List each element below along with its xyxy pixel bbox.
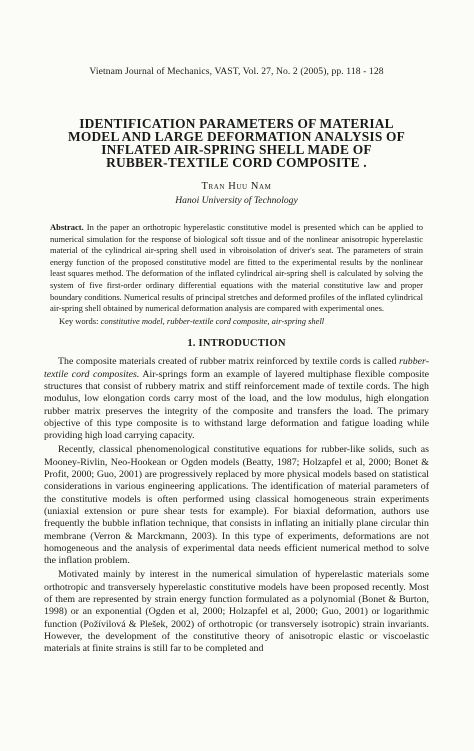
author-name: Tran Huu Nam (201, 181, 272, 192)
paper-title (44, 117, 429, 169)
keywords-label: Key words: (59, 315, 99, 326)
section-heading: 1. INTRODUCTION (187, 338, 286, 350)
paragraph-text: Air-springs form an example of layered multiphase flexible composite structures that consist of rubbery matrix and stiff reinforcement made of textile cords. The high modulus, low elongation cords carry most of the load, and the low modulus, high elongation rubber matrix preserves the integrity of the composite and transfers the load. The primary objective of this type composite is to withstand large deformation and fatigue loading while providing high load carrying capacity. (44, 368, 429, 442)
keywords (59, 316, 423, 328)
journal-header: Vietnam Journal of Mechanics, VAST, Vol. 27, No. 2 (2005), pp. 118 - 128 (89, 66, 384, 77)
body-paragraph (44, 356, 429, 442)
title-line: INFLATED AIR-SPRING SHELL MADE OF (101, 142, 372, 157)
author-affiliation: Hanoi University of Technology (175, 195, 298, 206)
title-line: MODEL AND LARGE DEFORMATION ANALYSIS OF (67, 129, 406, 144)
emphasis-text: rubber-textile cord composites. (44, 356, 429, 380)
paragraph-text: The composite materials created of rubber matrix reinforced by textile cords is called (58, 356, 400, 368)
title-line: RUBBER-TEXTILE CORD COMPOSITE . (106, 155, 367, 170)
abstract-label: Abstract. (50, 222, 84, 232)
paper-page (0, 66, 474, 751)
body-paragraph: Recently, classical phenomenological constitutive equations for rubber-like solids, such as Mooney-Rivlin, Neo-Hookean or Ogden models (Beatty, 1987; Holzapfel et al, 2000; Bonet & Profit, 2000; Guo, 2001) are progressively replaced by more physical models based on statistical considerations in various engineering applications. The identification of material parameters of the constitutive models is often performed using classical homogeneous strain experiments (uniaxial extension or pure shear tests for example). For biaxial deformation, authors use frequently the bubble inflation technique, that consists in inflating an initially plane circular thin membrane (Verron & Marckmann, 2003). In this type of experiments, deformations are not homogeneous and the analysis of experimental data needs efficient numerical method to solve the inflation problem. (44, 444, 429, 567)
title-line: IDENTIFICATION PARAMETERS OF MATERIAL (79, 116, 394, 131)
keywords-value: constitutive model, rubber-textile cord composite, air-spring shell (98, 315, 325, 326)
abstract (50, 222, 423, 315)
body-paragraph: Motivated mainly by interest in the numerical simulation of hyperelastic materials some orthotropic and transversely hyperelastic constitutive models have been proposed recently. Most of them are represented by strain energy function formulated as a polynomial (Bonet & Burton, 1998) or an exponential (Ogden et al, 2000; Holzapfel et al, 2000; Guo, 2001) or logarithmic function (Požívilová & Plešek, 2002) of orthotropic (or transversely isotropic) strain invariants. However, the development of the constitutive theory of anisotropic elastic or viscoelastic materials at finite strains is still far to be completed and (44, 569, 429, 655)
abstract-text: In the paper an orthotropic hyperelastic constitutive model is presented which can be applied to numerical simulation for the response of biological soft tissue and of the nonlinear anisotropic hyperelastic material of the cylindrical air-spring shell used in vibroisolation of driver's seat. The parameters of strain energy function of the proposed constitutive model are fitted to the experimental results by the nonlinear least squares method. The deformation of the inflated cylindrical air-spring shell is calculated by solving the system of five first-order ordinary differential equations with the material constitutive law and proper boundary conditions. Numerical results of principal stretches and deformed profiles of the inflated cylindrical air-spring shell obtained by numerical deformation analysis are compared with experimental ones. (50, 222, 423, 314)
